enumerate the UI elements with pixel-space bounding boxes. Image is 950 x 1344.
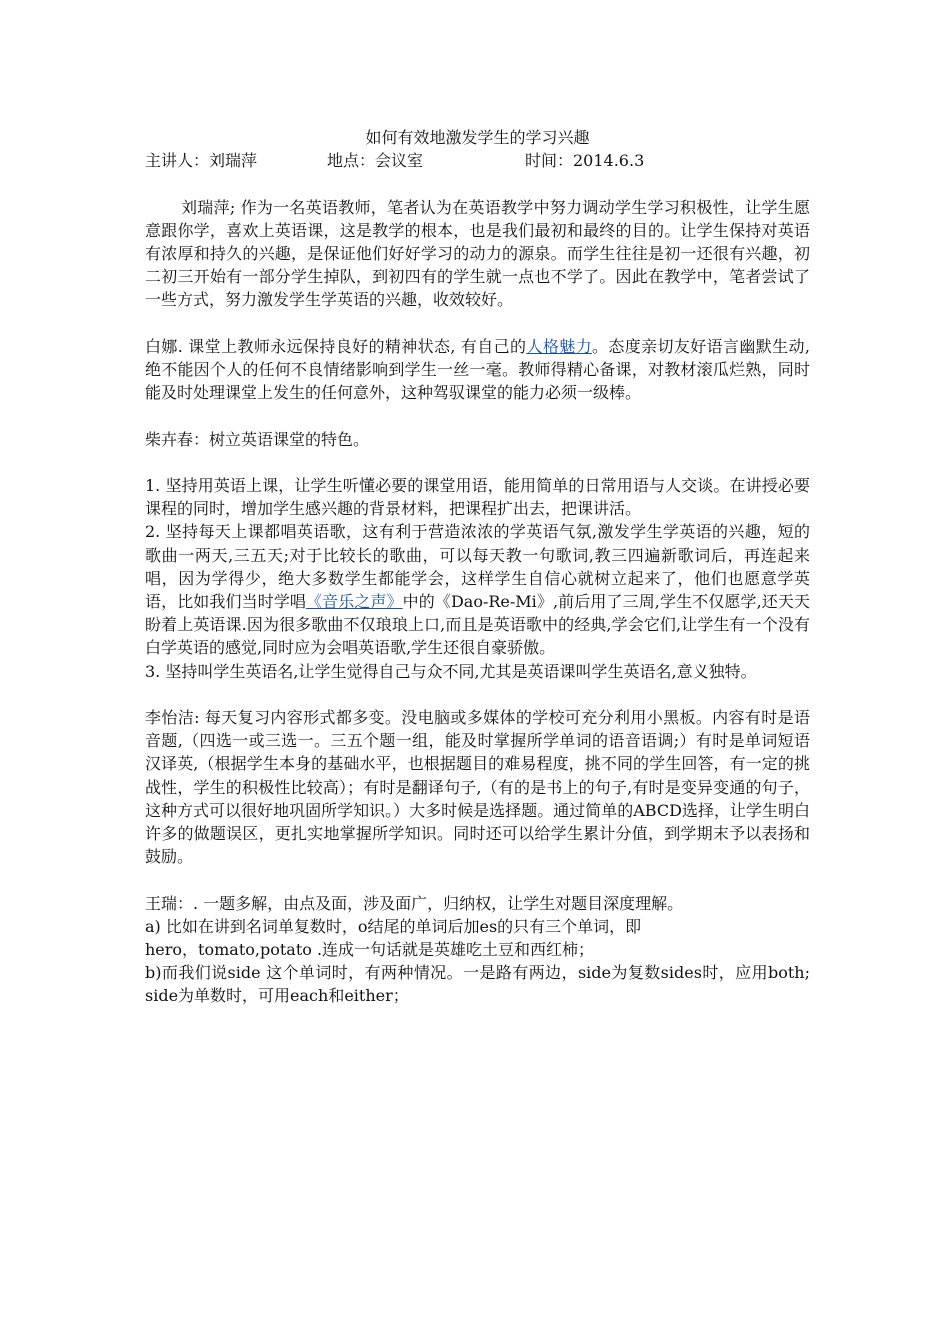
meta-line bbox=[145, 149, 810, 172]
paragraph-wang-a1: a) 比如在讲到名词单复数时，o结尾的单词后加es的只有三个单词，即 bbox=[145, 916, 642, 936]
list-item-2 bbox=[145, 520, 810, 659]
link-sound-of-music[interactable]: 《音乐之声》 bbox=[306, 592, 403, 611]
paragraph-text: 2. 坚持每天上课都唱英语歌，这有利于营造浓浓的学英语气氛,激发学生学英语的兴趣，短的歌曲一两天,三五天;对于比较长的歌曲，可以每天教一句歌词,教三四遍新歌词后，再连起来唱，因为学得少，绝大多数学生都能学会，这样学生自信心就树立起来了，他们也愿意学英语，比如我们当时学唱 bbox=[145, 522, 810, 611]
paragraph-text: 白娜. 课堂上教师永远保持良好的精神状态, 有自己的 bbox=[145, 336, 527, 356]
spacer bbox=[145, 404, 810, 427]
location: 地点：会议室 bbox=[327, 151, 424, 171]
paragraph-baina bbox=[145, 335, 810, 405]
time: 时间：2014.6.3 bbox=[525, 151, 645, 171]
paragraph-chai: 柴卉春：树立英语课堂的特色。 bbox=[145, 429, 370, 449]
spacer bbox=[145, 312, 810, 335]
list-item-1: 1. 坚持用英语上课，让学生听懂必要的课堂用语，能用简单的日常用语与人交谈。在讲授必要课程的同时，增加学生感兴趣的背景材料，把课程扩出去，把课讲活。 bbox=[145, 475, 810, 519]
spacer bbox=[145, 683, 810, 706]
paragraph-intro: 刘瑞萍; 作为一名英语教师，笔者认为在英语教学中努力调动学生学习积极性，让学生愿意跟你学，喜欢上英语课，这是教学的根本，也是我们最初和最终的目的。让学生保持对英语有浓厚和持久的兴趣，是保证他们好好学习的动力的源泉。而学生往往是初一还很有兴趣，初二初三开始有一部分学生掉队，到初四有的学生就一点也不学了。因此在教学中，笔者尝试了一些方式，努力激发学生学英语的兴趣，收效较好。 bbox=[145, 197, 810, 310]
paragraph-wang: 王瑞：. 一题多解，由点及面，涉及面广，归纳权，让学生对题目深度理解。 bbox=[145, 893, 684, 913]
document-page bbox=[145, 126, 810, 1008]
paragraph-text: 中的《Dao-Re-Mi》,前后用了三周,学生不仅愿学,还天天盼着上英语课.因为很多歌曲不仅琅琅上口,而且是英语歌中的经典,学会它们,让学生有一个没有白学英语的感觉,同时应为会唱英语歌,学生还很自豪骄傲。 bbox=[145, 592, 810, 658]
spacer bbox=[145, 172, 810, 195]
spacer bbox=[145, 868, 810, 891]
page-title: 如何有效地激发学生的学习兴趣 bbox=[365, 128, 590, 147]
paragraph-wang-b: b)而我们说side 这个单词时，有两种情况。一是路有两边，side为复数sides时，应用both; side为单数时，可用each和either； bbox=[145, 963, 810, 1006]
list-item-3: 3. 坚持叫学生英语名,让学生觉得自己与众不同,尤其是英语课叫学生英语名,意义独特。 bbox=[145, 661, 757, 681]
link-personal-charm[interactable]: 人格魅力 bbox=[526, 336, 592, 356]
paragraph-li: 李怡洁: 每天复习内容形式都多变。没电脑或多媒体的学校可充分利用小黑板。内容有时是语音题,（四选一或三选一。三五个题一组，能及时掌握所学单词的语音语调;）有时是单词短语汉译英,（根据学生本身的基础水平，也根据题目的难易程度，挑不同的学生回答，有一定的挑战性，学生的积极性比较高）；有时是翻译句子,（有的是书上的句子,有时是变异变通的句子，这种方式可以很好地巩固所学知识。）大多时候是选择题。通过简单的ABCD选择，让学生明白许多的做题误区，更扎实地掌握所学知识。同时还可以给学生累计分值，到学期末予以表扬和鼓励。 bbox=[145, 708, 810, 867]
speaker: 主讲人：刘瑞萍 bbox=[145, 151, 258, 171]
paragraph-wang-a2: hero，tomato,potato .连成一句话就是英雄吃土豆和西红柿； bbox=[145, 940, 595, 960]
paragraph-text: 。态度亲切友好语言幽默生动,绝不能因个人的任何不良情绪影响到学生一丝一毫。教师得精心备课，对教材滚瓜烂熟，同时能及时处理课堂上发生的任何意外，这种驾驭课堂的能力必须一级棒。 bbox=[145, 336, 810, 403]
spacer bbox=[145, 451, 810, 474]
